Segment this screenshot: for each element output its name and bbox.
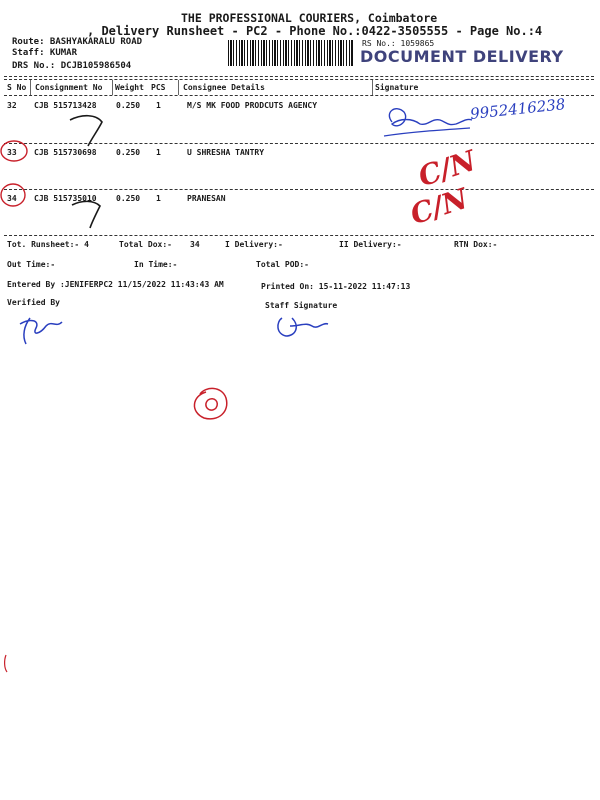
row-sno: 34 <box>7 194 17 203</box>
total-runsheet: Tot. Runsheet:- 4 <box>7 240 89 249</box>
handwritten-phone: 9952416238 <box>469 95 567 123</box>
row-consignee: M/S MK FOOD PRODCUTS AGENCY <box>187 101 318 110</box>
printed-on: Printed On: 15-11-2022 11:47:13 <box>261 282 411 291</box>
row-pcs: 1 <box>156 101 161 110</box>
tick-mark <box>70 116 102 146</box>
staff-signature-label: Staff Signature <box>265 301 338 310</box>
route-label: Route: BASHYAKARALU ROAD <box>12 37 143 47</box>
row-sno: 33 <box>7 148 17 157</box>
col-consignee: Consignee Details <box>183 83 265 92</box>
row-weight: 0.250 <box>116 194 141 203</box>
row-consignee: PRANESAN <box>187 194 226 203</box>
row-weight: 0.250 <box>116 148 141 157</box>
row-consignee: U SHRESHA TANTRY <box>187 148 265 157</box>
row-consignment: CJB 515730698 <box>34 148 97 157</box>
edge-mark <box>5 655 7 672</box>
in-time-label: In Time:- <box>134 260 178 269</box>
staff-signature <box>278 318 328 336</box>
total-dox-label: Total Dox:- <box>119 240 172 249</box>
row-consignment: CJB 515713428 <box>34 101 97 110</box>
total-pod-label: Total POD:- <box>256 260 309 269</box>
rs-number: RS No.: 1059865 <box>362 39 435 48</box>
drs-number: DRS No.: DCJB105986504 <box>12 61 132 71</box>
col-sno: S No <box>7 83 27 92</box>
col-weight: Weight <box>115 83 144 92</box>
red-circle <box>1 184 25 206</box>
consignee-signature-underline <box>384 128 470 136</box>
col-consignment: Consignment No <box>35 83 103 92</box>
document-delivery-stamp: DOCUMENT DELIVERY <box>360 47 564 66</box>
verified-by-label: Verified By <box>7 298 60 307</box>
handwritten-cn: C/N <box>406 181 472 232</box>
total-dox-value: 34 <box>190 240 200 249</box>
company-title: THE PROFESSIONAL COURIERS, Coimbatore <box>181 11 438 25</box>
out-time-label: Out Time:- <box>7 260 56 269</box>
ii-delivery-label: II Delivery:- <box>339 240 402 249</box>
row-pcs: 1 <box>156 148 161 157</box>
red-circle <box>1 141 27 161</box>
rtn-dox-label: RTN Dox:- <box>454 240 498 249</box>
handwritten-cn: C/N <box>414 143 480 194</box>
i-delivery-label: I Delivery:- <box>225 240 283 249</box>
red-scribble <box>194 388 226 418</box>
verified-signature <box>20 318 62 344</box>
row-sno: 32 <box>7 101 17 110</box>
tick-mark <box>72 201 100 228</box>
runsheet-title: , Delivery Runsheet - PC2 - Phone No.:0422-3505555 - Page No.:4 <box>87 24 543 38</box>
row-weight: 0.250 <box>116 101 141 110</box>
staff-label: Staff: KUMAR <box>12 48 78 58</box>
consignee-signature <box>389 109 472 126</box>
col-pcs: PCS <box>151 83 166 92</box>
row-consignment: CJB 515735010 <box>34 194 97 203</box>
row-pcs: 1 <box>156 194 161 203</box>
entered-by: Entered By :JENIFERPC2 11/15/2022 11:43:43 AM <box>7 280 224 289</box>
col-signature: Signature <box>375 83 419 92</box>
